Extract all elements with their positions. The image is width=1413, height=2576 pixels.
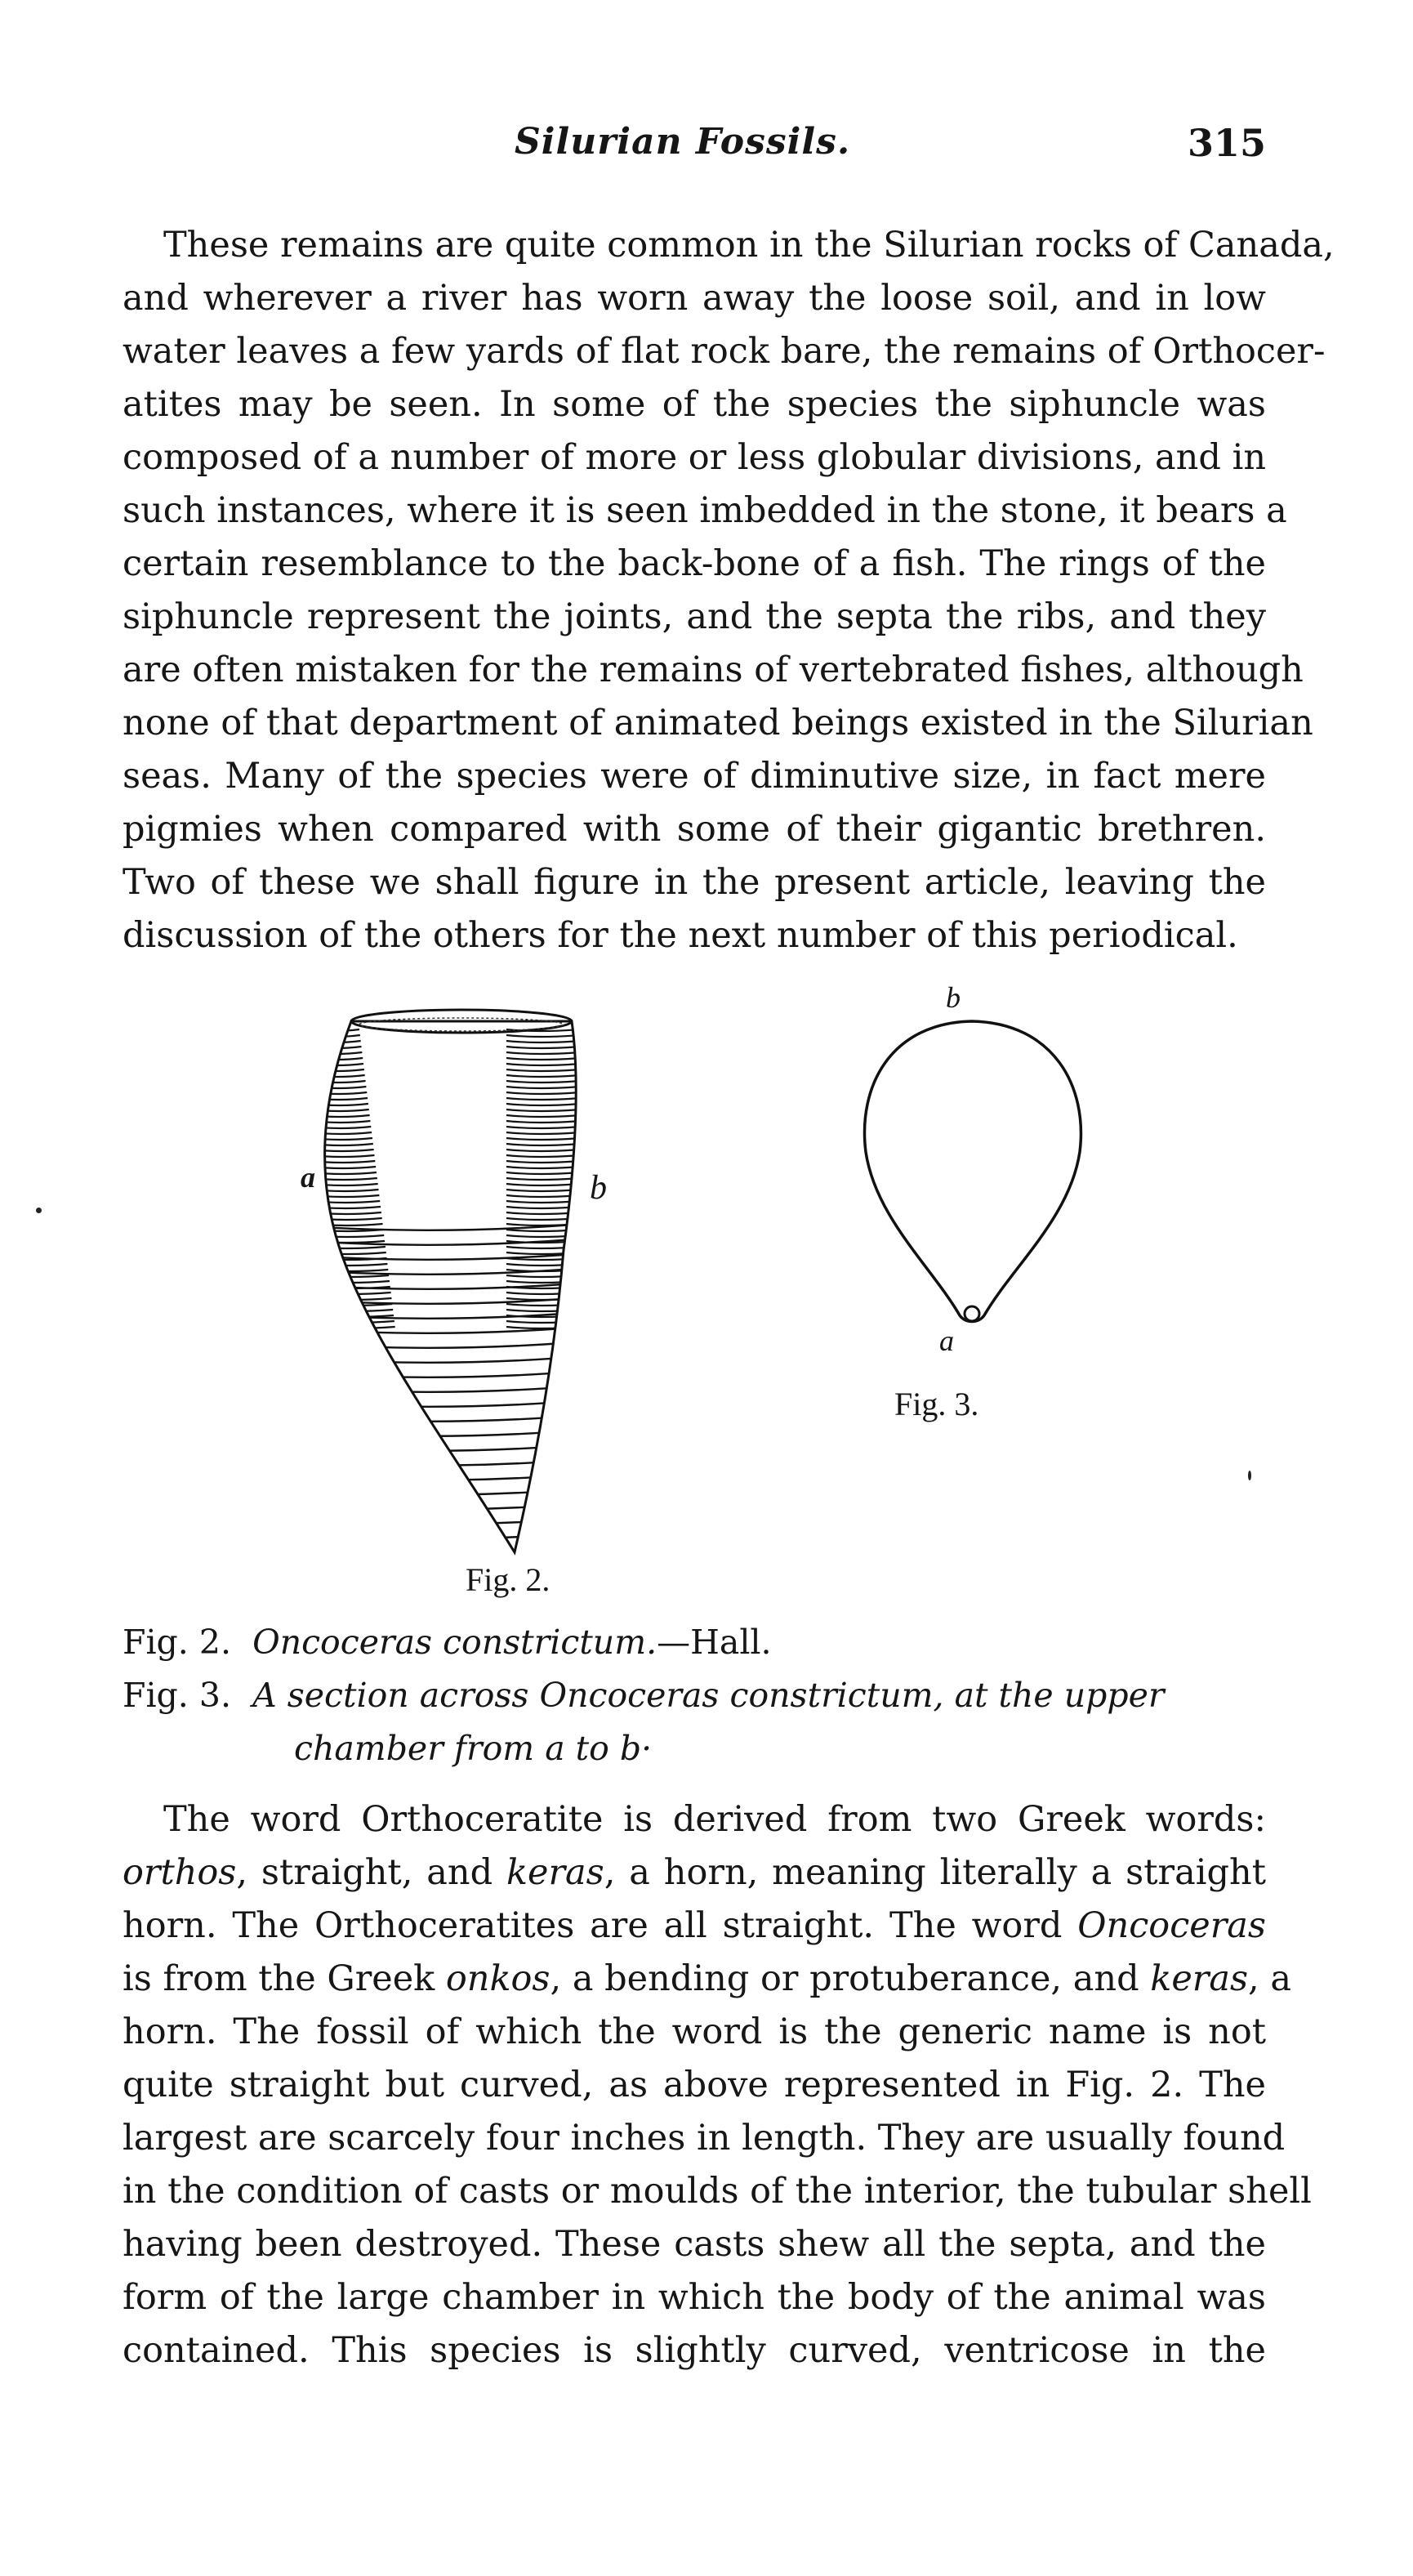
fig3-letter-b: b [946,981,961,1014]
text-line: largest are scarcely four inches in length. They are usually found [123,2118,1286,2159]
engraving-hatch-line [310,1281,390,1283]
caption-author: —Hall. [657,1623,772,1662]
fig2-label: Fig. 2. [466,1561,550,1598]
caption-text: A section across Oncoceras constrictum, at the upper [252,1676,1165,1715]
genus-name: Oncoceras [1077,1905,1266,1946]
fig2-letter-a: a [301,1161,315,1194]
text-line: certain resemblance to the back-bone of a fish. The rings of the [123,543,1266,584]
septum-line [294,1544,621,1554]
septum-line [294,1515,621,1525]
engraving-hatch-line [310,1321,394,1323]
fig3-letter-a: a [939,1324,954,1357]
fig2-letter-b: b [590,1169,607,1207]
engraving-hatch-line [310,1029,359,1031]
text-run: , a horn, meaning literally a straight [604,1852,1266,1893]
greek-word: orthos [123,1852,237,1893]
septum-line [294,1485,621,1495]
paragraph-1 [123,219,1335,962]
text-line: These remains are quite common in the Silurian rocks of Canada, [163,225,1335,266]
text-line: form of the large chamber in which the body of the animal was [123,2277,1266,2318]
text-line: horn. The fossil of which the word is the generic name is not [123,2011,1266,2052]
caption-fig2 [123,1616,1266,1669]
engraving-hatch-line [310,1327,395,1328]
caption-fig-number: Fig. 3. [123,1676,231,1715]
text-line: such instances, where it is seen imbedded in the stone, it bears a [123,490,1287,531]
engraving-hatch-line [310,1298,391,1300]
text-line: atites may be seen. In some of the species the siphuncle was [123,384,1266,425]
running-title: Silurian Fossils. [515,121,851,163]
caption-fig3 [123,1669,1266,1722]
engraving-hatch-line [310,1052,362,1054]
text-line: The word Orthoceratite is derived from two Greek words: [163,1799,1266,1840]
page-header [123,121,1266,178]
text-run: , a [1248,1958,1292,1999]
page-number: 315 [1187,121,1266,165]
engraving-hatch-line [310,1035,360,1037]
greek-word: keras [1150,1958,1249,1999]
engraving-hatch-line [310,1292,391,1294]
engraving-hatch-line [310,1315,394,1317]
fig3-label: Fig. 3. [894,1386,979,1422]
caption-fig3-continuation: chamber from a to b· [294,1729,653,1768]
text-line: pigmies when compared with some of their gigantic brethren. [123,809,1266,850]
text-line: quite straight but curved, as above represented in Fig. 2. The [123,2065,1266,2105]
print-speck [1248,1471,1251,1480]
caption-fig-number: Fig. 2. [123,1623,231,1662]
text-line: having been destroyed. These casts shew all the septa, and the [123,2224,1266,2265]
paragraph-2 [123,1793,1312,2377]
text-line [123,1900,1266,1953]
text-line: contained. This species is slightly curved, ventricose in the [123,2330,1266,2371]
septum-line [294,1529,621,1539]
text-line: composed of a number of more or less globular divisions, and in [123,437,1267,478]
greek-word: onkos [445,1958,550,1999]
text-line: and wherever a river has worn away the loose soil, and in low [123,278,1266,319]
text-line: none of that department of animated beings existed in the Silurian [123,703,1313,743]
text-run: is from the Greek [123,1958,446,1999]
text-line [123,1846,1266,1900]
text-line: in the condition of casts or moulds of the interior, the tubular shell [123,2171,1312,2212]
engraving-hatch-line [310,1304,392,1306]
septum-line [294,1500,621,1510]
print-speck [36,1208,42,1213]
text-line: water leaves a few yards of flat rock bare, the remains of Orthocer- [123,331,1326,372]
text-line: are often mistaken for the remains of vertebrated fishes, although [123,650,1304,690]
text-run: , a bending or protuberance, and [550,1958,1151,1999]
greek-word: keras [506,1852,604,1893]
figures-area [0,972,1413,1626]
text-line: discussion of the others for the next number of this periodical. [123,915,1238,956]
fig2-illustration [294,989,637,1560]
engraving-hatch-line [310,1310,393,1311]
engraving-hatch-line [310,1041,361,1042]
text-line [123,1953,1292,2006]
engraving-hatch-line [310,1047,362,1048]
text-line: siphuncle represent the joints, and the septa the ribs, and they [123,596,1266,637]
septum-line [294,1471,621,1480]
figure-captions [123,1616,1266,1775]
text-run: horn. The Orthoceratites are all straight. The word [123,1905,1078,1946]
text-line: Two of these we shall figure in the present article, leaving the [123,862,1266,903]
fig3-illustration [841,972,1103,1397]
caption-text: Oncoceras constrictum. [252,1623,657,1662]
engraving-hatch-line [310,1058,363,1060]
text-run: , straight, and [236,1852,506,1893]
text-line: seas. Many of the species were of diminutive size, in fact mere [123,756,1266,797]
